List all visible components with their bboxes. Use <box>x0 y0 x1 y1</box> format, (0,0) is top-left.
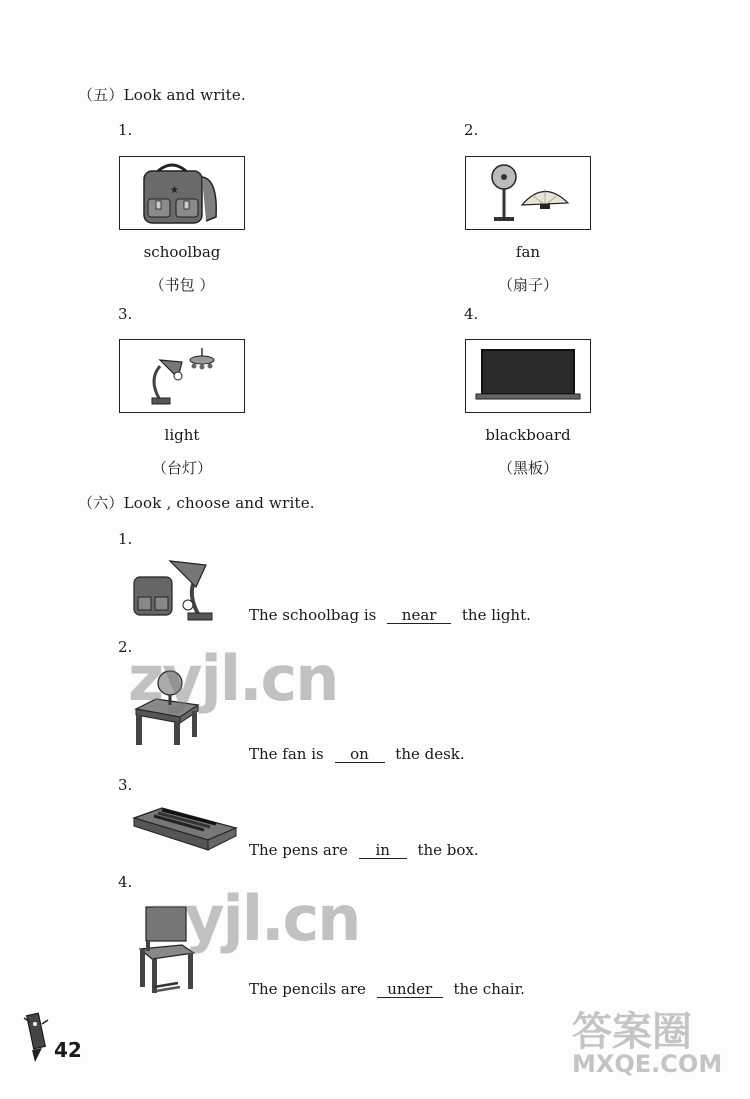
watermark-site: zyjl.cn <box>128 642 338 715</box>
blackboard-icon <box>466 340 590 412</box>
cn-light: （台灯） <box>151 459 212 477</box>
sentence-4: The pencils are under the chair. <box>249 980 525 998</box>
sentence-2: The fan is on the desk. <box>249 745 465 763</box>
section5-title: （五）Look and write. <box>78 86 246 104</box>
fan-icon <box>466 157 590 229</box>
answer-blank[interactable]: in <box>359 842 407 859</box>
lamp-icon <box>120 340 244 412</box>
pens-in-box-icon <box>132 804 240 862</box>
watermark-corner: 答案圈 <box>572 1009 692 1055</box>
fan-picture <box>465 156 591 230</box>
schoolbag-icon <box>120 157 244 229</box>
light-picture <box>119 339 245 413</box>
item-number: 2. <box>464 121 479 139</box>
item-number: 2. <box>118 638 133 656</box>
watermark-corner-url: MXQE.COM <box>572 1050 723 1078</box>
schoolbag-picture <box>119 156 245 230</box>
page-number: 42 <box>54 1038 82 1062</box>
answer-blank[interactable]: on <box>335 746 385 763</box>
word-blackboard: blackboard <box>485 426 571 444</box>
section6-title: （六）Look , choose and write. <box>78 494 315 512</box>
item-number: 3. <box>118 305 133 323</box>
answer-blank[interactable]: under <box>377 981 443 998</box>
watermark-site: zyjl.cn <box>150 882 360 955</box>
sentence-3: The pens are in the box. <box>249 841 479 859</box>
item-number: 1. <box>118 121 133 139</box>
svg-text:★: ★ <box>170 185 179 196</box>
item-number: 4. <box>464 305 479 323</box>
word-light: light <box>164 426 200 444</box>
word-fan: fan <box>515 243 541 261</box>
cn-fan: （扇子） <box>497 276 558 294</box>
cn-schoolbag: （书包 ） <box>149 276 215 294</box>
sentence-1: The schoolbag is near the light. <box>249 606 531 624</box>
answer-blank[interactable]: near <box>387 607 451 624</box>
item-number: 4. <box>118 873 133 891</box>
schoolbag-and-lamp-icon <box>130 555 240 625</box>
item-number: 1. <box>118 530 133 548</box>
blackboard-picture <box>465 339 591 413</box>
item-number: 3. <box>118 776 133 794</box>
pencil-mascot-icon <box>18 1006 54 1066</box>
cn-blackboard: （黑板） <box>497 459 558 477</box>
word-schoolbag: schoolbag <box>143 243 221 261</box>
